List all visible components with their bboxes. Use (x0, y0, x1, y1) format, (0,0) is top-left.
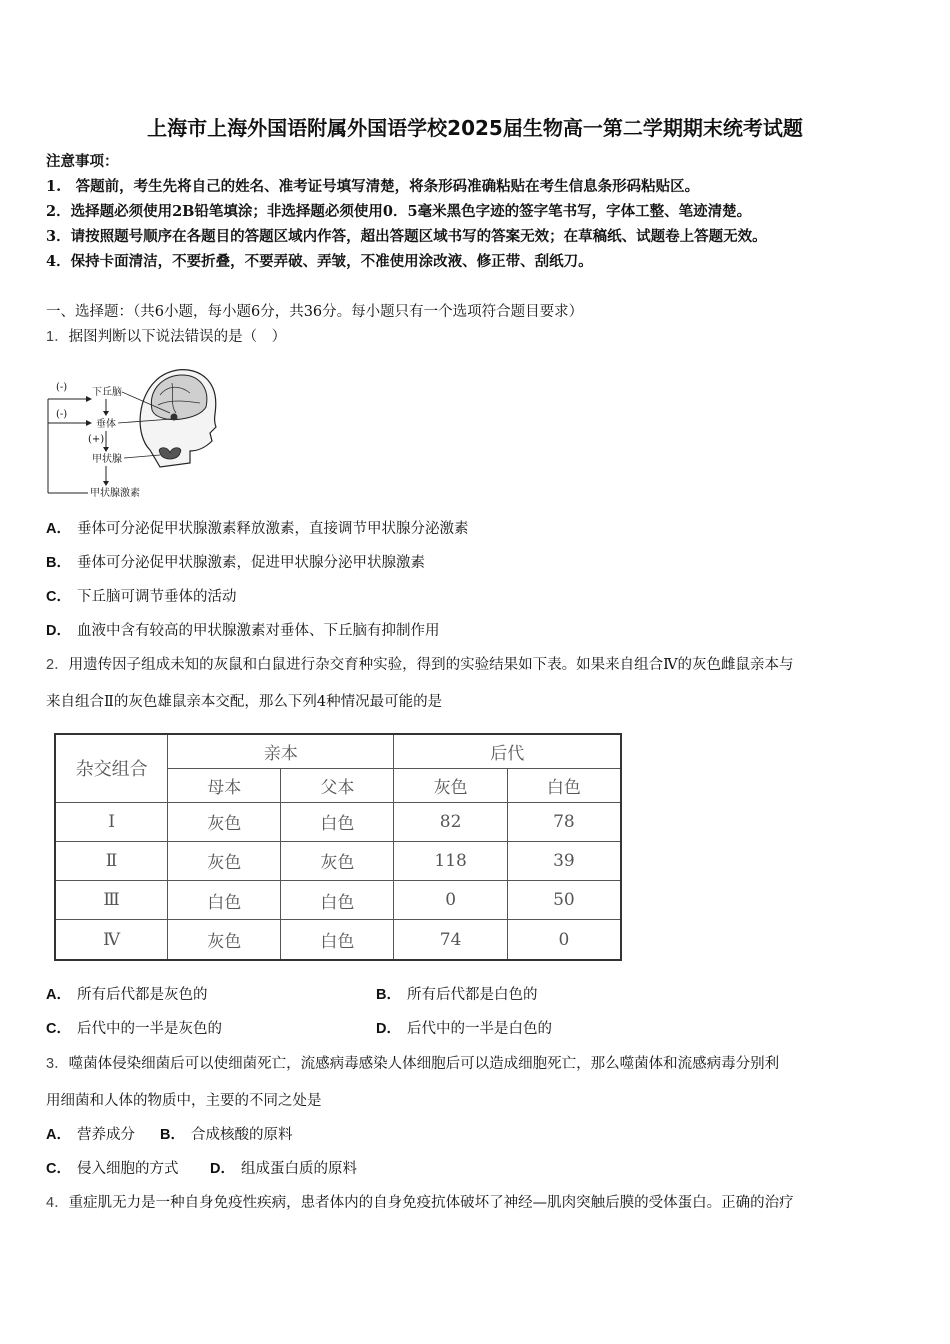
thyroid-label: 甲状腺 (92, 454, 122, 465)
option-key: B． (160, 1127, 185, 1143)
q1-option-b[interactable] (46, 553, 425, 573)
q3-option-b[interactable] (160, 1125, 292, 1145)
question-text: 噬菌体侵染细菌后可以使细菌死亡，流感病毒感染人体细胞后可以造成细胞死亡，那么噬菌体和流感病毒分别利 (68, 1056, 780, 1072)
table-cell: 白色 (168, 881, 281, 920)
table-header-mother: 母本 (168, 768, 281, 802)
table-cell: 灰色 (281, 841, 394, 880)
option-text: 侵入细胞的方式 (76, 1161, 179, 1177)
option-key: A． (46, 987, 71, 1003)
q3-option-a[interactable] (46, 1125, 135, 1145)
table-cell: Ⅱ (55, 841, 168, 880)
option-key: C． (46, 589, 71, 605)
notice-item-1: 1. 答题前，考生先将自己的姓名、准考证号填写清楚，将条形码准确粘贴在考生信息条形码粘贴区。 (46, 178, 700, 195)
q3-option-c[interactable] (46, 1159, 178, 1179)
option-text: 下丘脑可调节垂体的活动 (76, 589, 237, 605)
question-number: 3． (46, 1056, 69, 1072)
table-cell: 白色 (281, 802, 394, 841)
option-text: 血液中含有较高的甲状腺激素对垂体、下丘脑有抑制作用 (76, 623, 440, 639)
question-number: 1． (46, 329, 69, 345)
question-text: 用遗传因子组成未知的灰鼠和白鼠进行杂交育种实验，得到的实验结果如下表。如果来自组合Ⅳ的灰色雌鼠亲本与 (68, 657, 794, 673)
option-key: A． (46, 1127, 71, 1143)
table-header-grey: 灰色 (394, 768, 507, 802)
option-text: 合成核酸的原料 (190, 1127, 293, 1143)
table-row (55, 920, 621, 960)
notice-heading: 注意事项： (46, 153, 119, 170)
table-header-white: 白色 (507, 768, 621, 802)
table-cell: 78 (507, 802, 621, 841)
table-cell: 74 (394, 920, 507, 960)
table-cell: 39 (507, 841, 621, 880)
table-cell: 0 (507, 920, 621, 960)
question-1-stem (46, 327, 286, 347)
option-key: D． (376, 1021, 401, 1037)
q1-option-d[interactable] (46, 621, 439, 641)
table-cell: 0 (394, 881, 507, 920)
question-number: 4． (46, 1195, 69, 1211)
table-cell: 灰色 (168, 802, 281, 841)
table-cell: 灰色 (168, 920, 281, 960)
question-text: 重症肌无力是一种自身免疫性疾病，患者体内的自身免疫抗体破坏了神经—肌肉突触后膜的受体蛋白。正确的治疗 (68, 1195, 794, 1211)
table-cell: 白色 (281, 881, 394, 920)
q2-option-a[interactable] (46, 985, 207, 1005)
option-text: 后代中的一半是灰色的 (76, 1021, 222, 1037)
section-heading: 一、选择题：（共6小题，每小题6分，共36分。每小题只有一个选项符合题目要求） (46, 304, 584, 320)
option-text: 组成蛋白质的原料 (240, 1161, 357, 1177)
pituitary-label: 垂体 (96, 419, 116, 430)
question-2-stem-line-1 (46, 655, 794, 675)
table-cell: Ⅳ (55, 920, 168, 960)
hypothalamus-label: 下丘脑 (92, 387, 122, 398)
notice-item-3: 3．请按照题号顺序在各题目的答题区域内作答，超出答题区域书写的答案无效；在草稿纸、试题卷上答题无效。 (46, 228, 767, 245)
option-key: C． (46, 1021, 71, 1037)
option-text: 所有后代都是灰色的 (76, 987, 208, 1003)
option-text: 后代中的一半是白色的 (406, 1021, 552, 1037)
table-header-group: 杂交组合 (55, 734, 168, 802)
question-number: 2． (46, 657, 69, 673)
option-key: D． (210, 1161, 235, 1177)
hormone-feedback-diagram (40, 355, 220, 505)
table-header-father: 父本 (281, 768, 394, 802)
q3-option-d[interactable] (210, 1159, 357, 1179)
option-text: 垂体可分泌促甲状腺激素，促进甲状腺分泌甲状腺激素 (76, 555, 425, 571)
question-3-stem-line-2: 用细菌和人体的物质中，主要的不同之处是 (46, 1093, 322, 1109)
table-cell: 白色 (281, 920, 394, 960)
table-cell: 82 (394, 802, 507, 841)
notice-item-4: 4．保持卡面清洁，不要折叠，不要弄破、弄皱，不准使用涂改液、修正带、刮纸刀。 (46, 253, 593, 270)
option-key: C． (46, 1161, 71, 1177)
table-row (55, 802, 621, 841)
table-row (55, 881, 621, 920)
stimulate-label: (+) (88, 434, 105, 445)
notice-item-2: 2．选择题必须使用2B铅笔填涂；非选择题必须使用0．5毫米黑色字迹的签字笔书写，字体工整、笔迹清楚。 (46, 203, 752, 220)
cross-results-table (54, 733, 622, 961)
option-key: A． (46, 521, 71, 537)
table-row (55, 841, 621, 880)
table-header-offspring: 后代 (394, 734, 621, 768)
question-3-stem-line-1 (46, 1054, 779, 1074)
option-text: 垂体可分泌促甲状腺激素释放激素，直接调节甲状腺分泌激素 (76, 521, 469, 537)
table-header-parents: 亲本 (168, 734, 394, 768)
question-text: 据图判断以下说法错误的是（ ） (68, 329, 287, 345)
question-2-stem-line-2: 来自组合Ⅱ的灰色雄鼠亲本交配，那么下列4种情况最可能的是 (46, 694, 443, 710)
option-key: B． (376, 987, 401, 1003)
negative-feedback-label-2: (-) (56, 409, 68, 420)
q2-option-c[interactable] (46, 1019, 222, 1039)
q1-option-a[interactable] (46, 519, 468, 539)
option-key: D． (46, 623, 71, 639)
table-cell: 118 (394, 841, 507, 880)
table-cell: 灰色 (168, 841, 281, 880)
table-cell: 50 (507, 881, 621, 920)
q2-option-d[interactable] (376, 1019, 552, 1039)
q1-option-c[interactable] (46, 587, 236, 607)
table-cell: Ⅲ (55, 881, 168, 920)
option-key: B． (46, 555, 71, 571)
question-4-stem-line-1 (46, 1193, 794, 1213)
q2-option-b[interactable] (376, 985, 537, 1005)
option-text: 所有后代都是白色的 (406, 987, 538, 1003)
negative-feedback-label-1: (-) (56, 382, 68, 393)
option-text: 营养成分 (76, 1127, 135, 1143)
page-title: 上海市上海外国语附属外国语学校2025届生物高一第二学期期末统考试题 (147, 116, 803, 140)
thyroid-hormone-label: 甲状腺激素 (90, 488, 140, 499)
table-cell: Ⅰ (55, 802, 168, 841)
